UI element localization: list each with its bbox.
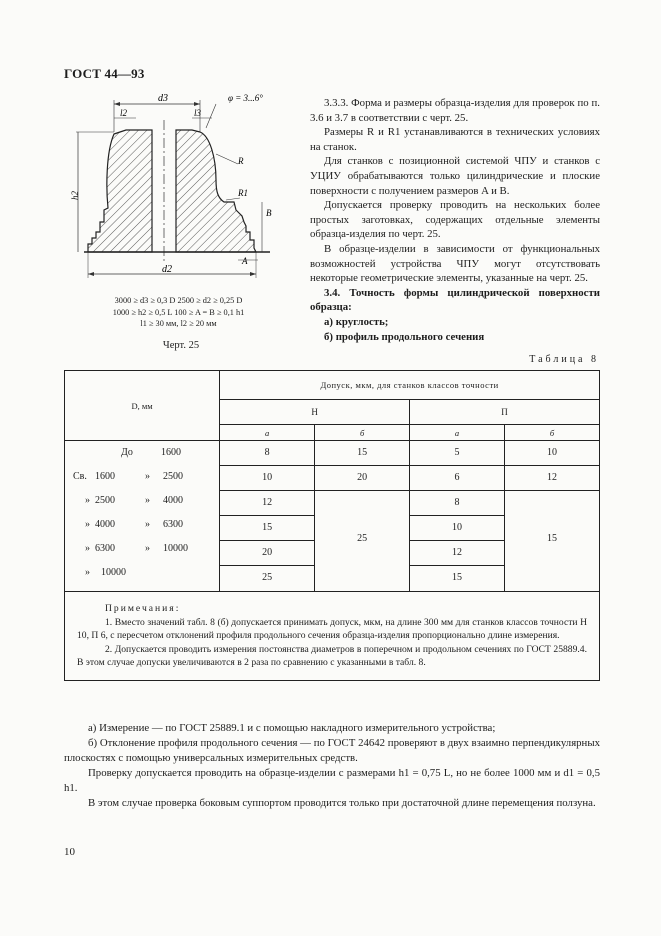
- note: 1. Вместо значений табл. 8 (б) допускается принимать допуск, мкм, на длине 300 мм для станков классов точности Н 10, П 6, с пересчетом отклонений профиля продольного сечения образца-изделия пропорционально длине измерения.: [77, 616, 587, 642]
- sub-header: б: [315, 425, 410, 441]
- condition-line: l1 ≥ 30 мм, l2 ≥ 20 мм: [140, 319, 217, 328]
- col-h-a: 8 10 12 15 20 25: [220, 441, 315, 592]
- condition-line: 1000 ≥ h2 ≥ 0,5 L 100 ≥ A = B ≥ 0,1 h1: [112, 307, 245, 317]
- paragraph: Размеры R и R1 устанавливаются в технических условиях на станок.: [310, 126, 600, 153]
- paragraph: Допускается проверку проводить на нескольких более простых заготовках, содержащих отдельные элементы образца-изделия по черт. 25.: [310, 199, 600, 241]
- dim-A: A: [242, 256, 248, 266]
- class-h-header: Н: [220, 400, 410, 425]
- col-header-d: D, мм: [65, 371, 220, 441]
- sub-header: а: [410, 425, 505, 441]
- dim-B: B: [266, 208, 272, 218]
- section-heading: 3.4. Точность формы цилиндрической поверхности образца:: [310, 286, 600, 314]
- document-header: ГОСТ 44—93: [64, 66, 145, 81]
- dim-d2: d2: [162, 264, 172, 275]
- col-p-a: 5 6 8 10 12 15: [410, 441, 505, 592]
- table-row: Св. 1600 » 2500: [73, 471, 183, 482]
- merged-cell: 15: [547, 533, 557, 544]
- dim-l2: l2: [120, 108, 128, 118]
- paragraph: б) Отклонение профиля продольного сечения — по ГОСТ 24642 проверяют в двух взаимно перпендикулярных плоскостях с помощью универсальных измерительных средств.: [64, 737, 600, 764]
- figure-conditions: [66, 295, 291, 330]
- paragraph: В этом случае проверка боковым суппортом проводится только при достаточной длине перемещения ползуна.: [88, 797, 596, 809]
- table-notes: [65, 592, 600, 681]
- radius-R1: R1: [238, 188, 248, 198]
- class-p-header: П: [410, 400, 600, 425]
- sub-header: б: [505, 425, 600, 441]
- page-number: 10: [64, 846, 75, 858]
- drawing-figure-25: [66, 92, 296, 284]
- sub-header: а: [220, 425, 315, 441]
- bottom-text: [64, 721, 600, 811]
- condition-line: 3000 ≥ d3 ≥ 0,3 D 2500 ≥ d2 ≥ 0,25 D: [114, 296, 243, 305]
- dim-l3: l3: [194, 108, 202, 118]
- table-row: » 6300 » 10000: [85, 543, 188, 554]
- paragraph: В образце-изделии в зависимости от функциональных возможностей устройства ЧПУ могут отсутствовать некоторые геометрические элементы, указанные на черт. 25.: [310, 242, 600, 285]
- list-item: б) профиль продольного сечения: [324, 330, 485, 343]
- figure-caption: Черт. 25: [162, 340, 200, 351]
- list-item: а) круглость;: [324, 315, 389, 328]
- paragraph: 3.3.3. Форма и размеры образца-изделия для проверок по п. 3.6 и 3.7 в соответствии с черт. 25.: [310, 97, 600, 124]
- right-column-text: [310, 96, 600, 344]
- note: 2. Допускается проводить измерения постоянства диаметров в поперечном и продольном сечениях по ГОСТ 25889.4. В этом случае допуски увеличиваются в 2 раза по сравнению с указанными в табл. 8.: [77, 643, 587, 669]
- table-caption: Таблица 8: [529, 354, 599, 365]
- tolerance-table: [64, 370, 600, 681]
- part-left-section: [88, 130, 152, 252]
- paragraph: а) Измерение — по ГОСТ 25889.1 и с помощью накладного измерительного устройства;: [88, 722, 496, 734]
- paragraph: Для станков с позиционной системой ЧПУ и станков с УЦИУ обрабатываются только цилиндрические и плоские поверхности с получением размеров A и B.: [310, 155, 600, 197]
- dim-d3: d3: [158, 93, 168, 104]
- col-p-b: 10 12 15: [505, 441, 600, 592]
- col-h-b: 15 20 25: [315, 441, 410, 592]
- radius-R: R: [238, 156, 244, 166]
- notes-title: Примечания:: [105, 603, 181, 614]
- angle-phi: φ = 3...6°: [228, 93, 263, 103]
- col-header-tolerance: Допуск, мкм, для станков классов точности: [220, 371, 600, 400]
- d-range-column: [65, 441, 220, 592]
- table-row: » 2500 » 4000: [85, 495, 183, 506]
- dim-h2: h2: [70, 191, 80, 200]
- table-row: » 4000 » 6300: [85, 519, 183, 530]
- table-row: До 1600: [121, 447, 181, 458]
- merged-cell: 25: [357, 533, 368, 544]
- paragraph: Проверку допускается проводить на образце-изделии с размерами h1 = 0,75 L, но не более 1000 мм и d1 = 0,5 h1.: [64, 767, 600, 794]
- table-row: » 10000: [85, 567, 126, 578]
